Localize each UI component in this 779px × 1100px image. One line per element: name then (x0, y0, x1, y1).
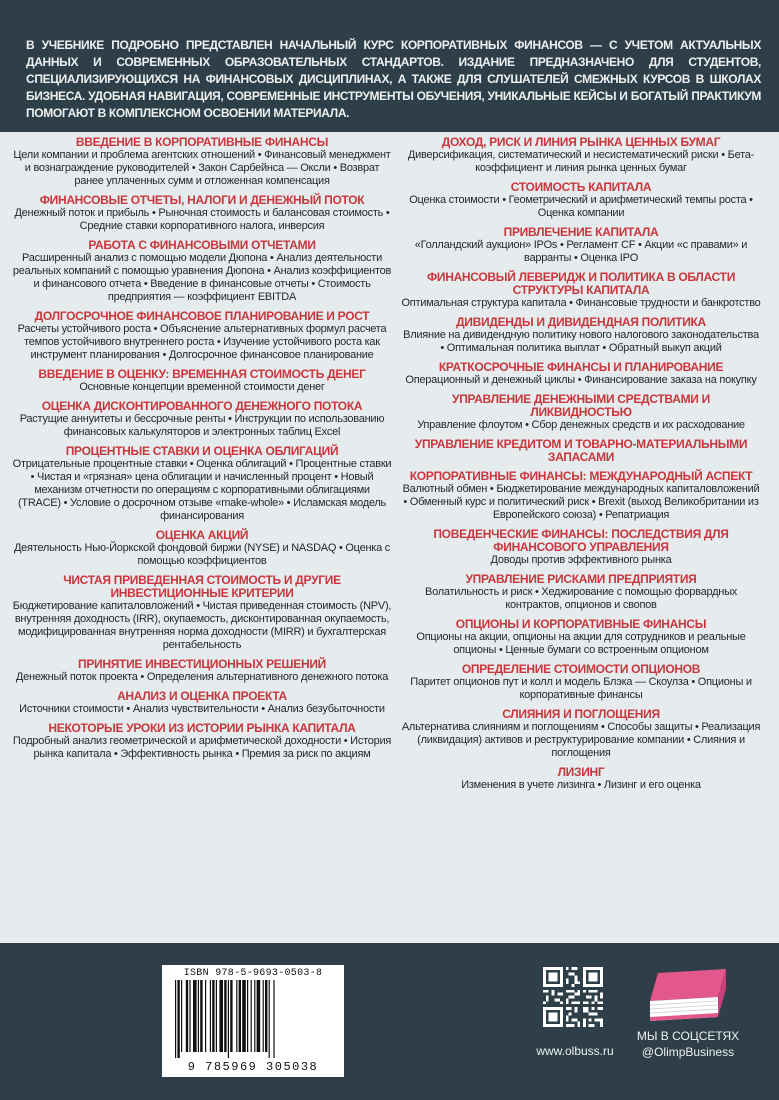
right-column (400, 136, 762, 792)
isbn-label: ISBN 978-5-9693-0503-8 (183, 968, 323, 979)
contents-section (12, 136, 392, 188)
section-title: ДИВИДЕНДЫ И ДИВИДЕНДНАЯ ПОЛИТИКА (456, 315, 706, 329)
section-title: РАБОТА С ФИНАНСОВЫМИ ОТЧЕТАМИ (88, 238, 316, 252)
section-title: УПРАВЛЕНИЕ РИСКАМИ ПРЕДПРИЯТИЯ (465, 572, 697, 586)
section-topics: Основные концепции временной стоимости денег (79, 381, 325, 393)
contents-section (12, 722, 392, 761)
section-title: КОРПОРАТИВНЫЕ ФИНАНСЫ: МЕЖДУНАРОДНЫЙ АСПЕКТ (409, 469, 753, 483)
section-title: ФИНАНСОВЫЕ ОТЧЕТЫ, НАЛОГИ И ДЕНЕЖНЫЙ ПОТОК (39, 193, 365, 207)
left-column (12, 136, 392, 761)
contents-section (400, 618, 762, 657)
section-topics: Изменения в учете лизинга • Лизинг и его оценка (461, 779, 701, 791)
section-title: ДОЛГОСРОЧНОЕ ФИНАНСОВОЕ ПЛАНИРОВАНИЕ И РОСТ (34, 309, 370, 323)
section-topics: Паритет опционов пут и колл и модель Блэка — Скоулза • Опционы и корпоративные финансы (410, 676, 752, 701)
contents-section (400, 528, 762, 567)
qr-code-icon (543, 967, 603, 1027)
contents-section (400, 766, 762, 792)
section-title: ЧИСТАЯ ПРИВЕДЕННАЯ СТОИМОСТЬ И ДРУГИЕ ИНВЕСТИЦИОННЫЕ КРИТЕРИИ (63, 573, 341, 600)
section-topics: Операционный и денежный циклы • Финансирование заказа на покупку (405, 374, 757, 386)
section-topics: Альтернатива слияниям и поглощениям • Способы защиты • Реализация (ликвидация) активов и реструктурирование компании • Слияния и поглощения (401, 721, 761, 759)
section-topics: Денежный поток и прибыль • Рыночная стоимость и балансовая стоимость • Средние ставки корпоративного налога, инверсия (14, 207, 390, 232)
contents-section (400, 316, 762, 355)
section-topics: Расширенный анализ с помощью модели Дюпона • Анализ деятельности реальных компаний с помощью уравнения Дюпона • Анализ коэффициентов и финансового отчета • Введение в финансовые отчеты • Стоимость предприятия — коэффициент EBITDA (12, 252, 392, 303)
section-title: УПРАВЛЕНИЕ ДЕНЕЖНЫМИ СРЕДСТВАМИ И ЛИКВИДНОСТЬЮ (452, 392, 710, 419)
contents-section (400, 573, 762, 612)
barcode (162, 965, 344, 1077)
contents-section (12, 239, 392, 304)
section-topics: Денежный поток проекта • Определения альтернативного денежного потока (15, 671, 389, 683)
section-title: ОПЦИОНЫ И КОРПОРАТИВНЫЕ ФИНАНСЫ (455, 617, 707, 631)
contents-section (400, 470, 762, 522)
contents-section (400, 393, 762, 432)
section-topics: Расчеты устойчивого роста • Объяснение альтернативных формул расчета темпов устойчивого внутреннего роста • Изучение устойчивого роста как инструмент планирования • Долгосрочное финансовое планирование (17, 323, 387, 361)
section-topics: Подробный анализ геометрической и арифметической доходности • История рынка капитала • Эффективность рынка • Премия за риск по акциям (12, 735, 392, 760)
section-topics: Доводы против эффективного рынка (490, 554, 672, 566)
section-topics: Диверсификация, систематический и несистематический риски • Бета-коэффициент и линия рынка ценных бумаг (407, 149, 755, 174)
section-title: ПОВЕДЕНЧЕСКИЕ ФИНАНСЫ: ПОСЛЕДСТВИЯ ДЛЯ ФИНАНСОВОГО УПРАВЛЕНИЯ (433, 527, 729, 554)
section-topics: Деятельность Нью-Йоркской фондовой биржи (NYSE) и NASDAQ • Оценка с помощью коэффициентов (13, 542, 391, 567)
section-topics: Бюджетирование капиталовложений • Чистая приведенная стоимость (NPV), внутренняя доходность (IRR), окупаемость, дисконтированная окупаемость, модифицированная внутренняя норма доходности (MIRR) и бухгалтерская рентабельность (12, 600, 392, 651)
section-title: ВВЕДЕНИЕ В КОРПОРАТИВНЫЕ ФИНАНСЫ (75, 135, 329, 149)
section-topics: Волатильность и риск • Хеджирование с помощью форвардных контрактов, опционов и свопов (425, 586, 737, 611)
book-icon (644, 967, 732, 1023)
contents-section (12, 690, 392, 716)
section-title: ВВЕДЕНИЕ В ОЦЕНКУ: ВРЕМЕННАЯ СТОИМОСТЬ ДЕНЕГ (38, 367, 366, 381)
section-title: ОЦЕНКА АКЦИЙ (155, 528, 249, 542)
section-title: ОЦЕНКА ДИСКОНТИРОВАННОГО ДЕНЕЖНОГО ПОТОКА (41, 399, 363, 413)
footer-band (0, 943, 779, 1100)
section-title: ПРОЦЕНТНЫЕ СТАВКИ И ОЦЕНКА ОБЛИГАЦИЙ (65, 444, 339, 458)
section-topics: Оптимальная структура капитала • Финансовые трудности и банкротство (401, 297, 761, 309)
barcode-bars (175, 980, 331, 1058)
contents-section (400, 136, 762, 175)
social-handle: @OlimpBusiness (641, 1045, 735, 1059)
social-caption: МЫ В СОЦСЕТЯХ (636, 1029, 740, 1043)
contents-section (400, 663, 762, 702)
section-topics: Оценка стоимости • Геометрический и арифметический темпы роста • Оценка компании (409, 194, 753, 219)
website-label: www.olbuss.ru (536, 1044, 614, 1058)
section-topics: Валютный обмен • Бюджетирование международных капиталовложений • Обменный курс и политический риск • Brexit (выход Великобритании из Европейского союза) • Репатриация (402, 483, 760, 521)
contents-section (12, 368, 392, 394)
intro-text: В УЧЕБНИКЕ ПОДРОБНО ПРЕДСТАВЛЕН НАЧАЛЬНЫЙ КУРС КОРПОРАТИВНЫХ ФИНАНСОВ — С УЧЕТОМ АКТУАЛЬНЫХ ДАННЫХ И СОВРЕМЕННЫХ ОБРАЗОВАТЕЛЬНЫХ СТАНДАРТОВ. ИЗДАНИЕ ПРЕДНАЗНАЧЕНО ДЛЯ СТУДЕНТОВ, СПЕЦИАЛИЗИРУЮЩИХСЯ НА ФИНАНСОВЫХ ДИСЦИПЛИНАХ, А ТАКЖЕ ДЛЯ СЛУШАТЕЛЕЙ СМЕЖНЫХ КУРСОВ В ШКОЛАХ БИЗНЕСА. УДОБНАЯ НАВИГАЦИЯ, СОВРЕМЕННЫЕ ИНСТРУМЕНТЫ ОБУЧЕНИЯ, УНИКАЛЬНЫЕ КЕЙСЫ И БОГАТЫЙ ПРАКТИКУМ ПОМОГАЮТ В КОМПЛЕКСНОМ ОСВОЕНИИ МАТЕРИАЛА. (26, 38, 761, 120)
contents-section (400, 271, 762, 310)
section-title: ПРИВЛЕЧЕНИЕ КАПИТАЛА (503, 225, 659, 239)
social-label (632, 1028, 744, 1060)
contents-section (12, 400, 392, 439)
section-topics: Источники стоимости • Анализ чувствительности • Анализ безубыточности (19, 703, 385, 715)
contents-section (400, 361, 762, 387)
contents-section (12, 445, 392, 523)
intro-band (0, 0, 779, 132)
section-topics: Отрицательные процентные ставки • Оценка облигаций • Процентные ставки • Чистая и «грязная» цена облигации и начисленный процент • Новый механизм отчетности по операциям с корпоративными облигациями (TRACE) • Условие о досрочном отзыве «make-whole» • Исламская модель финансирования (12, 458, 392, 522)
contents-section (12, 529, 392, 568)
contents-section (12, 194, 392, 233)
barcode-number: 9 785969 305038 (187, 1060, 319, 1074)
section-topics: Цели компании и проблема агентских отношений • Финансовый менеджмент и вознаграждение руководителей • Закон Сарбейнса — Оксли • Возврат ранее уплаченных сумм и отложенная компенсация (13, 149, 391, 187)
section-title: НЕКОТОРЫЕ УРОКИ ИЗ ИСТОРИИ РЫНКА КАПИТАЛА (48, 721, 356, 735)
section-title: ФИНАНСОВЫЙ ЛЕВЕРИДЖ И ПОЛИТИКА В ОБЛАСТИ СТРУКТУРЫ КАПИТАЛА (426, 270, 736, 297)
contents-section (400, 708, 762, 760)
section-title: КРАТКОСРОЧНЫЕ ФИНАНСЫ И ПЛАНИРОВАНИЕ (438, 360, 724, 374)
section-topics: Опционы на акции, опционы на акции для сотрудников и реальные опционы • Ценные бумаги со встроенным опционом (416, 631, 746, 656)
contents-section (12, 658, 392, 684)
section-topics: «Голландский аукцион» IPOs • Регламент CF • Акции «с правами» и варранты • Оценка IPO (414, 239, 748, 264)
contents-section (400, 226, 762, 265)
section-title: СЛИЯНИЯ И ПОГЛОЩЕНИЯ (502, 707, 660, 721)
section-title: ЛИЗИНГ (557, 765, 605, 779)
contents-section (400, 438, 762, 464)
contents-section (12, 574, 392, 652)
section-title: ДОХОД, РИСК И ЛИНИЯ РЫНКА ЦЕННЫХ БУМАГ (441, 135, 721, 149)
section-topics: Управление флоутом • Сбор денежных средств и их расходование (417, 419, 745, 431)
section-topics: Растущие аннуитеты и бессрочные ренты • Инструкции по использованию финансовых калькуляторов и электронных таблиц Excel (19, 413, 385, 438)
section-topics: Влияние на дивидендную политику нового налогового законодательства • Оптимальная политика выплат • Обратный выкуп акций (403, 329, 759, 354)
contents-section (400, 181, 762, 220)
section-title: ОПРЕДЕЛЕНИЕ СТОИМОСТИ ОПЦИОНОВ (461, 662, 701, 676)
contents-section (12, 310, 392, 362)
section-title: УПРАВЛЕНИЕ КРЕДИТОМ И ТОВАРНО-МАТЕРИАЛЬНЫМИ ЗАПАСАМИ (414, 437, 748, 464)
section-title: СТОИМОСТЬ КАПИТАЛА (510, 180, 652, 194)
section-title: АНАЛИЗ И ОЦЕНКА ПРОЕКТА (117, 689, 287, 703)
section-title: ПРИНЯТИЕ ИНВЕСТИЦИОННЫХ РЕШЕНИЙ (78, 657, 326, 671)
contents-panel (0, 132, 779, 943)
